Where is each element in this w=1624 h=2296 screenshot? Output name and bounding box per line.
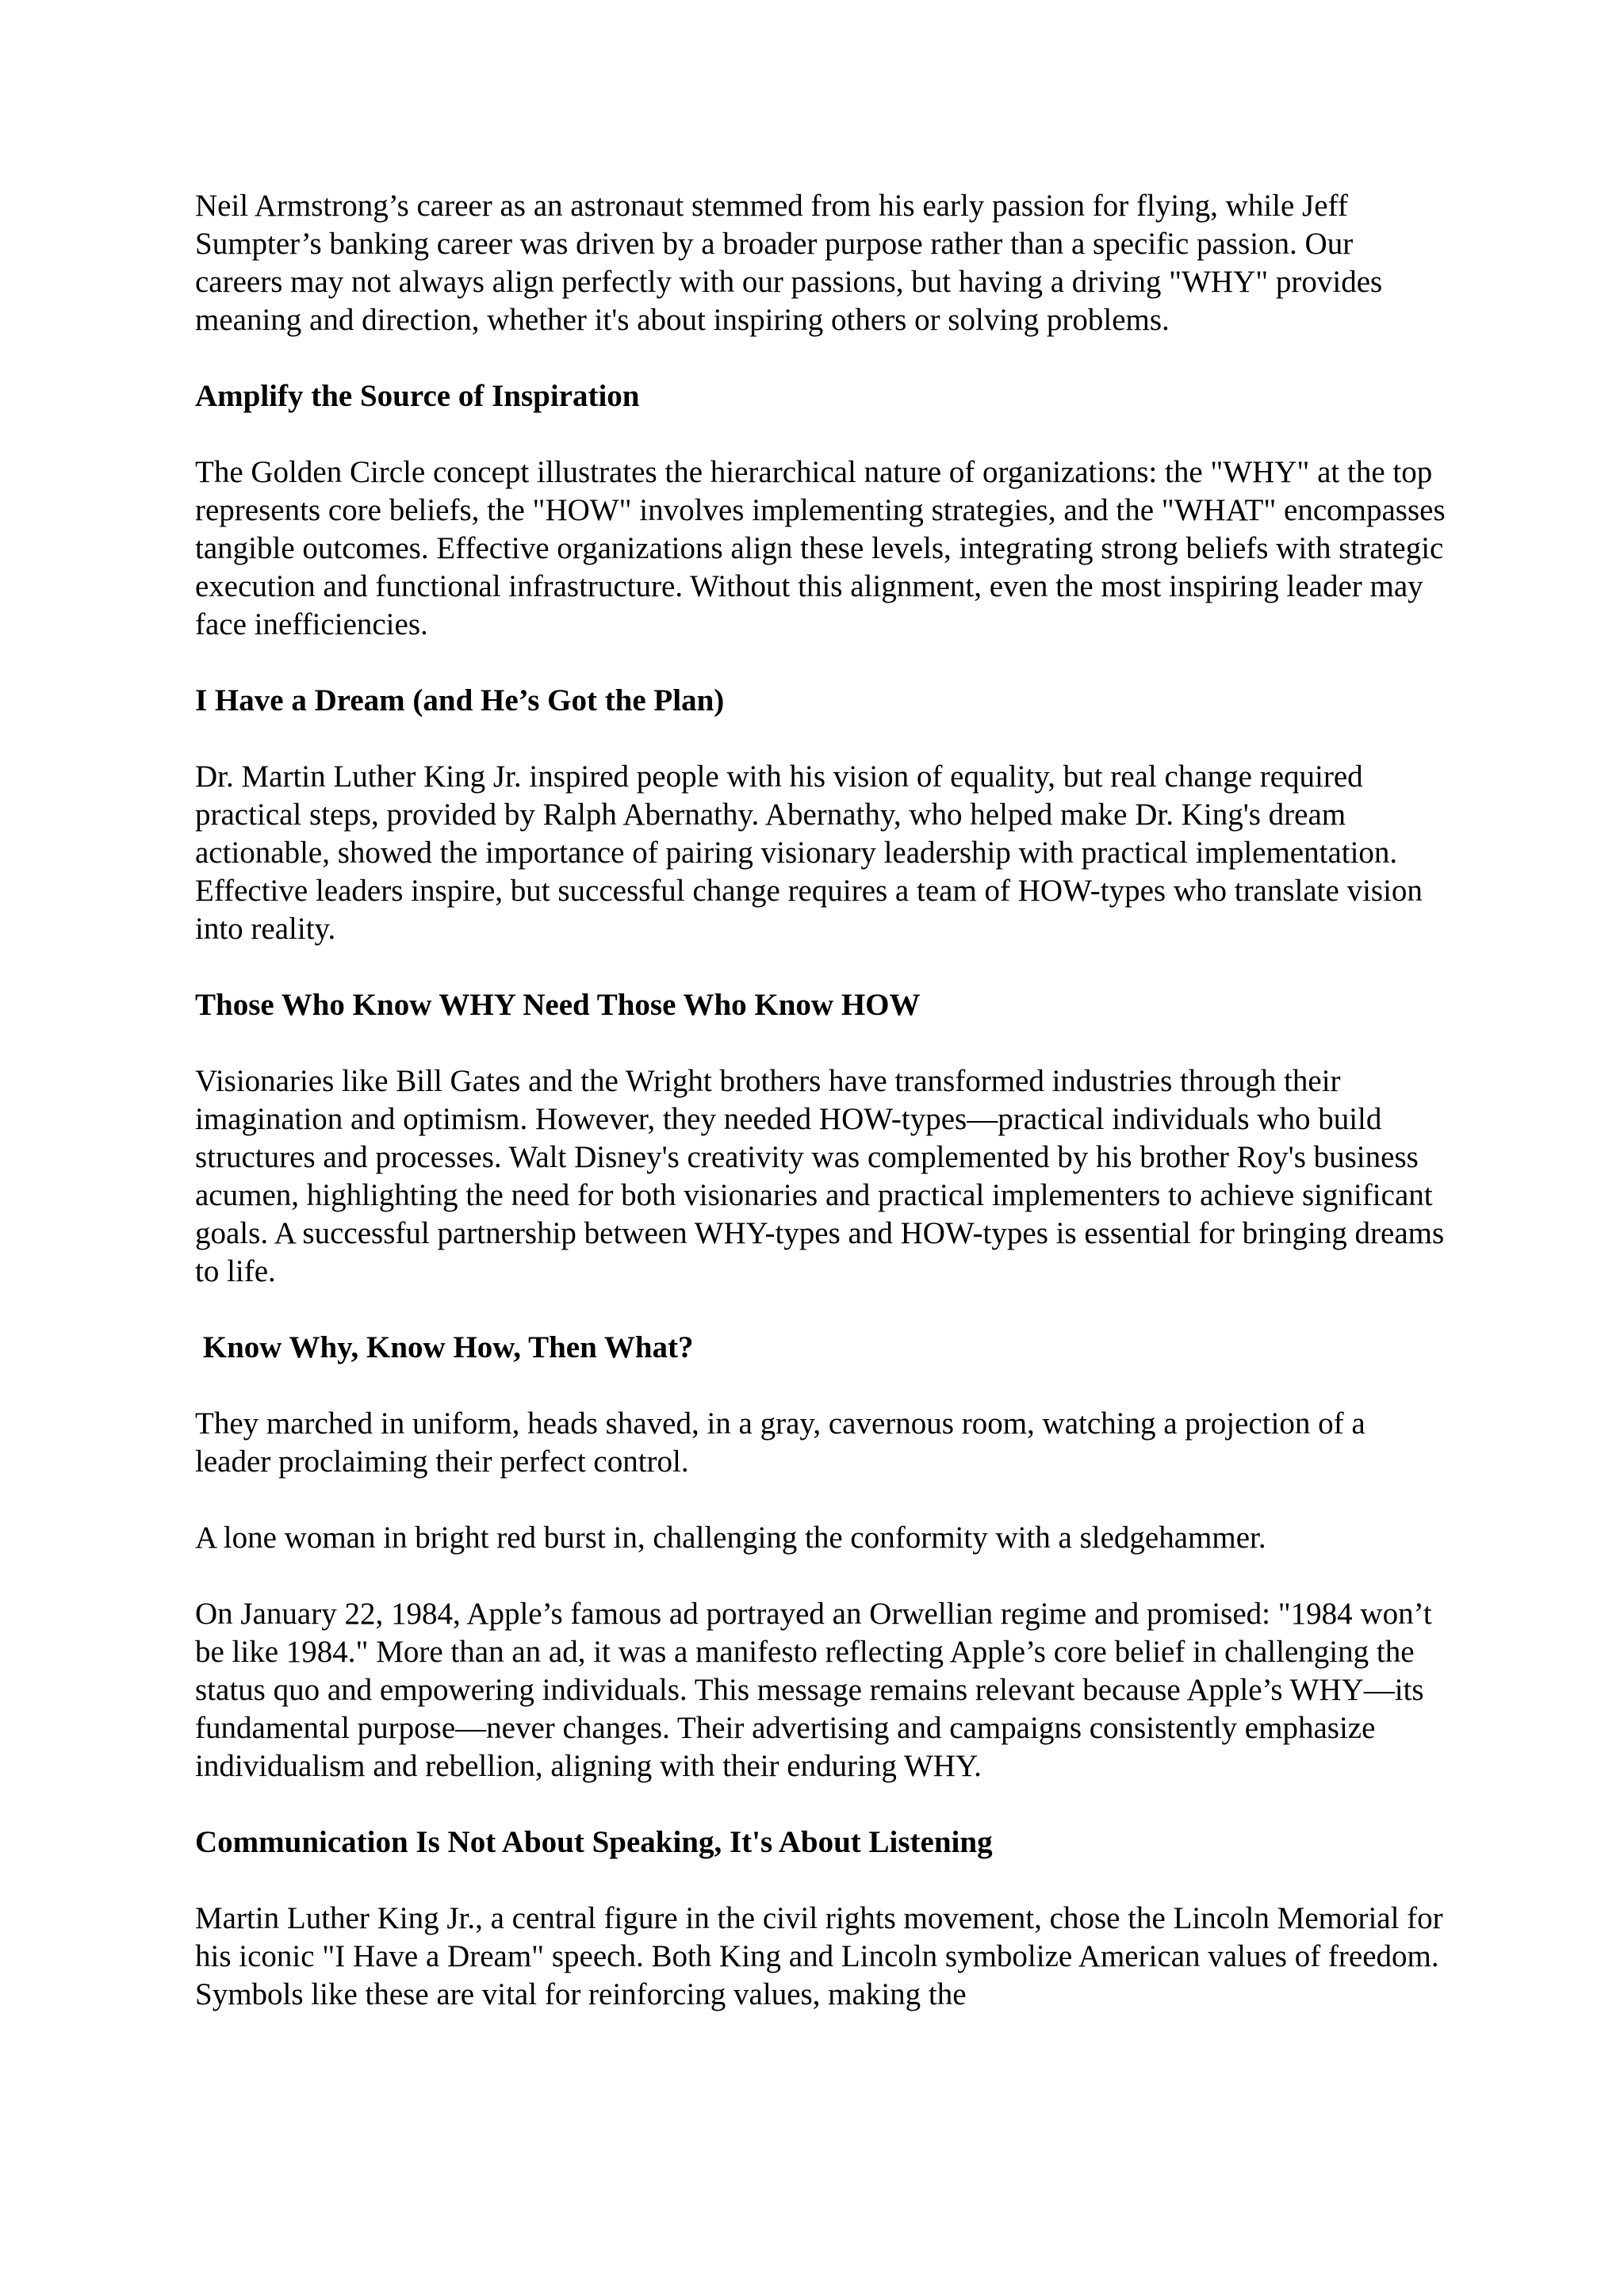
paragraph-visionaries: Visionaries like Bill Gates and the Wright brothers have transformed industries through their imagination and optimism. However, they needed HOW-types—practical individuals who build structures and processes. Walt Disney's creativity was complemented by his brother Roy's business acumen, highlighting the need for both visionaries and practical implementers to achieve significant goals. A successful partnership between WHY-types and HOW-types is essential for bringing dreams to life. [195, 1064, 1452, 1288]
paragraph-mlk-abernathy: Dr. Martin Luther King Jr. inspired people with his vision of equality, but real change required practical steps, provided by Ralph Abernathy. Abernathy, who helped make Dr. King's dream actionable, showed the importance of pairing visionary leadership with practical implementation. Effective leaders inspire, but successful change requires a team of HOW-types who translate vision into reality. [195, 760, 1431, 946]
paragraph-marched-uniform: They marched in uniform, heads shaved, in a gray, cavernous room, watching a projection of a leader proclaiming their perfect control. [195, 1406, 1373, 1479]
paragraph-apple-1984: On January 22, 1984, Apple’s famous ad portrayed an Orwellian regime and promised: "1984 won’t be like 1984." More than an ad, it was a manifesto reflecting Apple’s core belief in challenging the status quo and empowering individuals. This message remains relevant because Apple’s WHY—its fundamental purpose—never changes. Their advertising and campaigns consistently emphasize individualism and rebellion, aligning with their enduring WHY. [195, 1597, 1440, 1783]
heading-communication-listening: Communication Is Not About Speaking, It's About Listening [195, 1825, 993, 1859]
document-body [195, 187, 1454, 2052]
heading-i-have-a-dream: I Have a Dream (and He’s Got the Plan) [195, 683, 725, 718]
paragraph-armstrong: Neil Armstrong’s career as an astronaut stemmed from his early passion for flying, while Jeff Sumpter’s banking career was driven by a broader purpose rather than a specific passion. Our careers may not always align perfectly with our passions, but having a driving "WHY" provides meaning and direction, whether it's about inspiring others or solving problems. [195, 189, 1390, 337]
paragraph-lincoln-memorial: Martin Luther King Jr., a central figure in the civil rights movement, chose the Lincoln Memorial for his iconic "I Have a Dream" speech. Both King and Lincoln symbolize American values of freedom. Symbols like these are vital for reinforcing values, making the [195, 1901, 1451, 2011]
heading-know-why-how-what: Know Why, Know How, Then What? [195, 1330, 694, 1364]
paragraph-golden-circle: The Golden Circle concept illustrates the hierarchical nature of organizations: the "WHY" at the top represents core beliefs, the "HOW" involves implementing strategies, and the "WHAT" encompasses tangible outcomes. Effective organizations align these levels, integrating strong beliefs with strategic execution and functional infrastructure. Without this alignment, even the most inspiring leader may face inefficiencies. [195, 455, 1454, 641]
heading-amplify-inspiration: Amplify the Source of Inspiration [195, 379, 640, 413]
heading-why-need-how: Those Who Know WHY Need Those Who Know HOW [195, 988, 921, 1022]
paragraph-lone-woman: A lone woman in bright red burst in, challenging the conformity with a sledgehammer. [195, 1521, 1266, 1555]
